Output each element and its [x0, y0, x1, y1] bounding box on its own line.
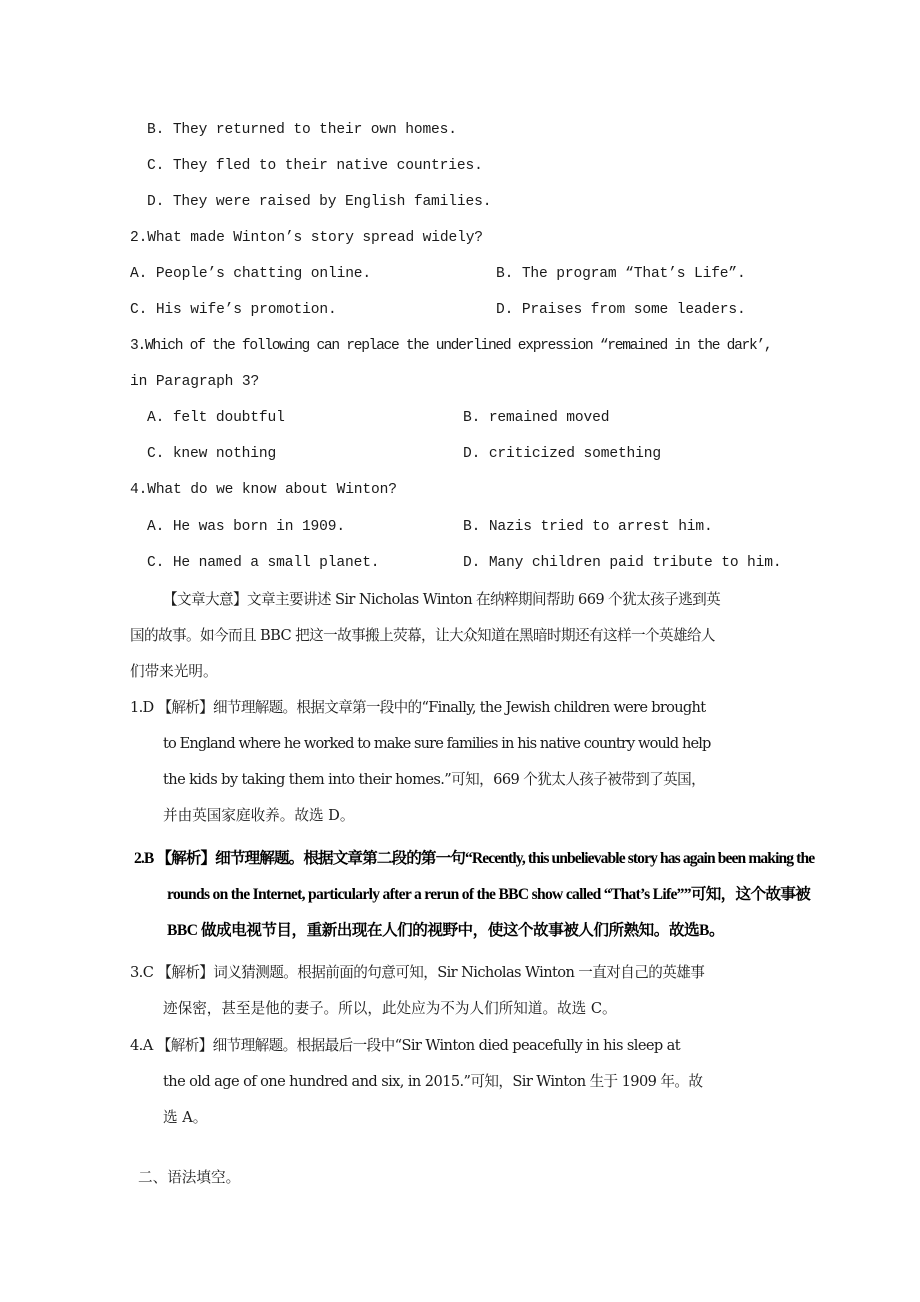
q1-option-d: D. They were raised by English families. — [147, 194, 492, 210]
q2-stem: 2.What made Winton’s story spread widely? — [130, 230, 483, 246]
q1-option-b: B. They returned to their own homes. — [147, 122, 457, 138]
q4-option-b: B. Nazis tried to arrest him. — [463, 519, 713, 535]
q3-option-b: B. remained moved — [463, 410, 610, 426]
answer2-line2: rounds on the Internet, particularly after a rerun of the BBC show called “That’s Life””可知，这个故事被 — [167, 886, 811, 903]
answer4-line2: the old age of one hundred and six, in 2015.”可知，Sir Winton 生于 1909 年。故 — [163, 1073, 703, 1090]
summary-line1: 【文章大意】文章主要讲述 Sir Nicholas Winton 在纳粹期间帮助 669 个犹太孩子逃到英 — [163, 591, 721, 608]
q3-stem-line1: 3.Which of the following can replace the underlined expression “remained in the dark’, — [130, 338, 772, 354]
q2-option-c: C. His wife’s promotion. — [130, 302, 337, 318]
answer4-line3: 选 A。 — [163, 1109, 208, 1126]
section-heading: 二、语法填空。 — [138, 1169, 241, 1186]
answer1-line2: to England where he worked to make sure families in his native country would help — [163, 735, 711, 752]
answer4-line1: 4.A 【解析】细节理解题。根据最后一段中“Sir Winton died peacefully in his sleep at — [130, 1037, 681, 1054]
q4-option-d: D. Many children paid tribute to him. — [463, 555, 782, 571]
q3-stem-line2: in Paragraph 3? — [130, 374, 260, 390]
summary-line3: 们带来光明。 — [130, 663, 218, 680]
q3-option-a: A. felt doubtful — [147, 410, 285, 426]
answer2-line3: BBC 做成电视节目，重新出现在人们的视野中，使这个故事被人们所熟知。故选B。 — [167, 922, 725, 939]
q1-option-c: C. They fled to their native countries. — [147, 158, 483, 174]
q3-option-d: D. criticized something — [463, 446, 661, 462]
q3-option-c: C. knew nothing — [147, 446, 277, 462]
q4-stem: 4.What do we know about Winton? — [130, 482, 397, 498]
answer3-line1: 3.C 【解析】词义猜测题。根据前面的句意可知，Sir Nicholas Winton 一直对自己的英雄事 — [130, 964, 705, 981]
q2-option-b: B. The program “That’s Life”. — [496, 266, 746, 282]
summary-line2: 国的故事。如今而且 BBC 把这一故事搬上荧幕，让大众知道在黑暗时期还有这样一个英雄给人 — [130, 627, 715, 644]
answer2-line1: 2.B 【解析】细节理解题。根据文章第二段的第一句“Recently, this unbelievable story has again been making the — [134, 850, 815, 867]
answer1-line4: 并由英国家庭收养。故选 D。 — [163, 807, 355, 824]
q2-option-a: A. People’s chatting online. — [130, 266, 372, 282]
answer3-line2: 迹保密，甚至是他的妻子。所以，此处应为不为人们所知道。故选 C。 — [163, 1000, 617, 1017]
answer1-line3: the kids by taking them into their homes.”可知，669 个犹太人孩子被带到了英国， — [163, 771, 706, 788]
answer1-line1: 1.D 【解析】细节理解题。根据文章第一段中的“Finally, the Jewish children were brought — [130, 699, 706, 716]
q4-option-c: C. He named a small planet. — [147, 555, 380, 571]
q2-option-d: D. Praises from some leaders. — [496, 302, 746, 318]
q4-option-a: A. He was born in 1909. — [147, 519, 345, 535]
